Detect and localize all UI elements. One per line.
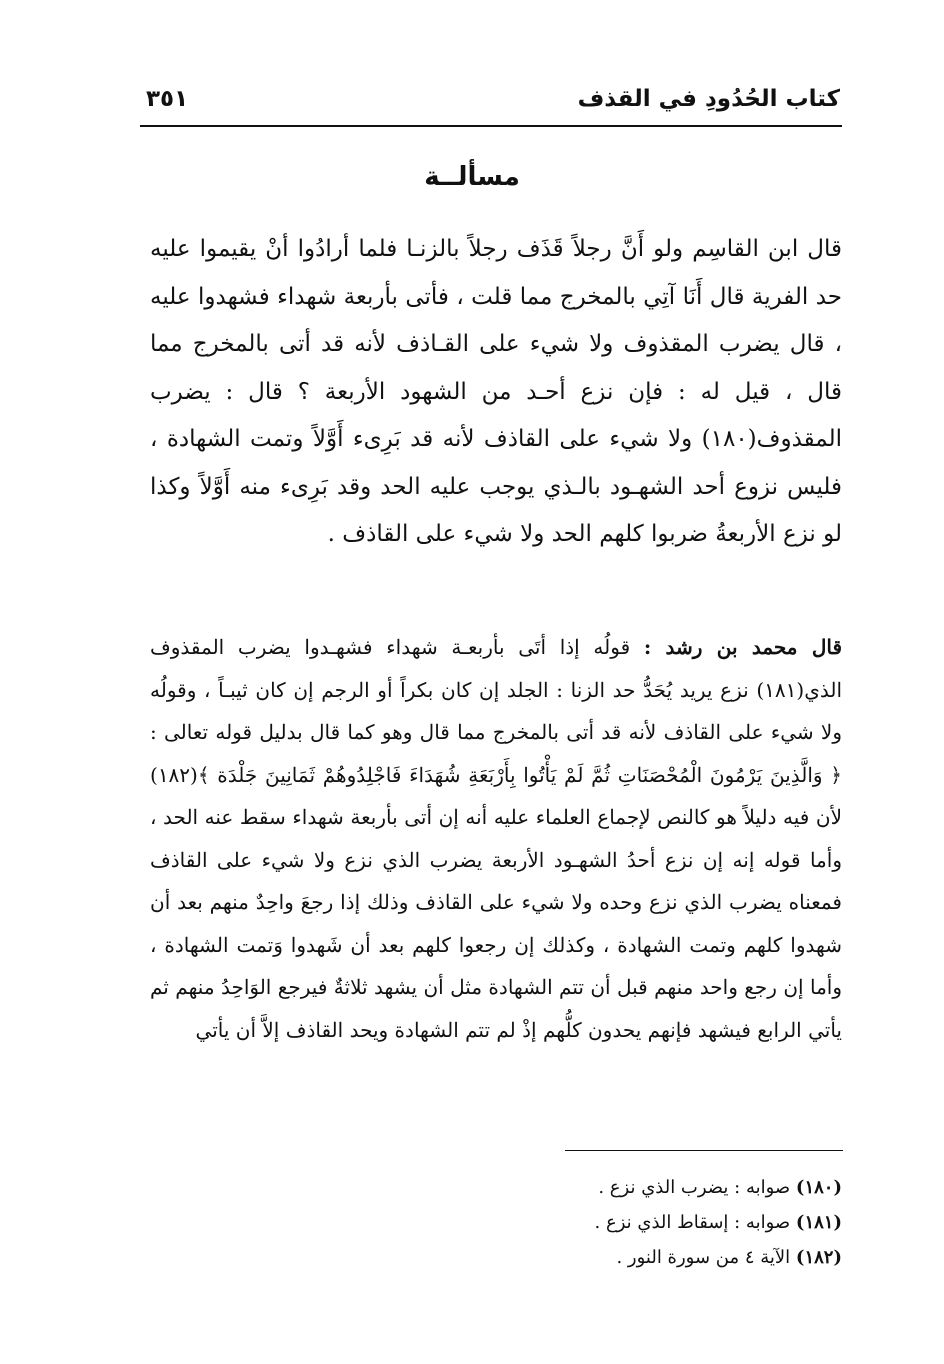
section-title: مسألــة	[424, 162, 520, 192]
footnote-text: صوابه : يضرب الذي نزع .	[598, 1177, 791, 1198]
running-header	[140, 82, 840, 122]
paragraph-lead: قال محمد بن رشد :	[643, 635, 843, 659]
footnote-number: (١٨٢)	[795, 1247, 842, 1268]
footnote-182	[420, 1240, 842, 1275]
footnote-divider	[565, 1150, 843, 1151]
paragraph-ibn-al-qasim	[150, 226, 842, 559]
footnote-number: (١٨٠)	[795, 1177, 842, 1198]
running-title: كتاب الحُدُودِ في القذف	[577, 86, 840, 112]
footnotes	[420, 1170, 842, 1275]
footnote-text: الآية ٤ من سورة النور .	[616, 1247, 791, 1268]
header-divider	[140, 125, 842, 127]
paragraph-text: قولُه إذا أتَى بأربعـة شهداء فشهـدوا يضرب المقذوف الذي(١٨١) نزع يريد يُحَدُّ حد الزنا : الجلد إن كان بكراً أو الرجم إن كان ثيبـاً ، وقولُه ولا شيء على القاذف لأنه قد أتى بالمخرج مما قال وهو كما قال بدليل قوله تعالى : ﴿ وَالَّذِينَ يَرْمُونَ الْمُحْصَنَاتِ ثُمَّ لَمْ يَأْتُوا بِأَرْبَعَةِ شُهَدَاءَ فَاجْلِدُوهُمْ ثَمَانِينَ جَلْدَة ﴾(١٨٢) لأن فيه دليلاً هو كالنص لإجماع العلماء عليه أنه إن أتى بأربعة شهداء سقط عنه الحد ، وأما قوله إنه إن نزع أحدُ الشهـود الأربعة يضرب الذي نزع ولا شيء على القاذف فمعناه يضرب الذي نزع وحده ولا شيء على القاذف وذلك إذا رجعَ واحِدٌ منهم بعد أن شهدوا كلهم وتمت الشهادة ، وكذلك إن رجعوا كلهم بعد أن شَهدوا وَتمت الشهادة ، وأما إن رجع واحد منهم قبل أن تتم الشهادة مثل أن يشهد ثلاثةٌ فيرجع الوَاحِدُ منهم ثم يأتي الرابع فيشهد فإنهم يحدون كلُّهم إذْ لم تتم الشهادة ويحد القاذف إلاَّ أن يأتي	[150, 635, 842, 1042]
footnote-181	[420, 1205, 842, 1240]
page-number: ٣٥١	[146, 86, 189, 112]
paragraph-text: قال ابن القاسِم ولو أَنَّ رجلاً قَذَف رجلاً بالزنـا فلما أرادُوا أنْ يقيموا عليه حد الفرية قال أَنَا آتِي بالمخرج مما قلت ، فأتى بأربعة شهداء فشهدوا عليه ، قال يضرب المقذوف ولا شيء على القـاذف لأنه قد أتى بالمخرج مما قال ، قيل له : فإن نزع أحـد من الشهود الأربعة ؟ قال : يضرب المقذوف(١٨٠) ولا شيء على القاذف لأنه قد بَرِىء أَوَّلاً وتمت الشهادة ، فليس نزوع أحد الشهـود بالـذي يوجب عليه الحد وقد بَرِىء منه أَوَّلاً وكذا لو نزع الأربعةُ ضربوا كلهم الحد ولا شيء على القاذف .	[150, 236, 842, 547]
paragraph-ibn-rushd	[150, 626, 842, 1051]
footnote-number: (١٨١)	[795, 1212, 842, 1233]
footnote-text: صوابه : إسقاط الذي نزع .	[594, 1212, 791, 1233]
footnote-180	[420, 1170, 842, 1205]
